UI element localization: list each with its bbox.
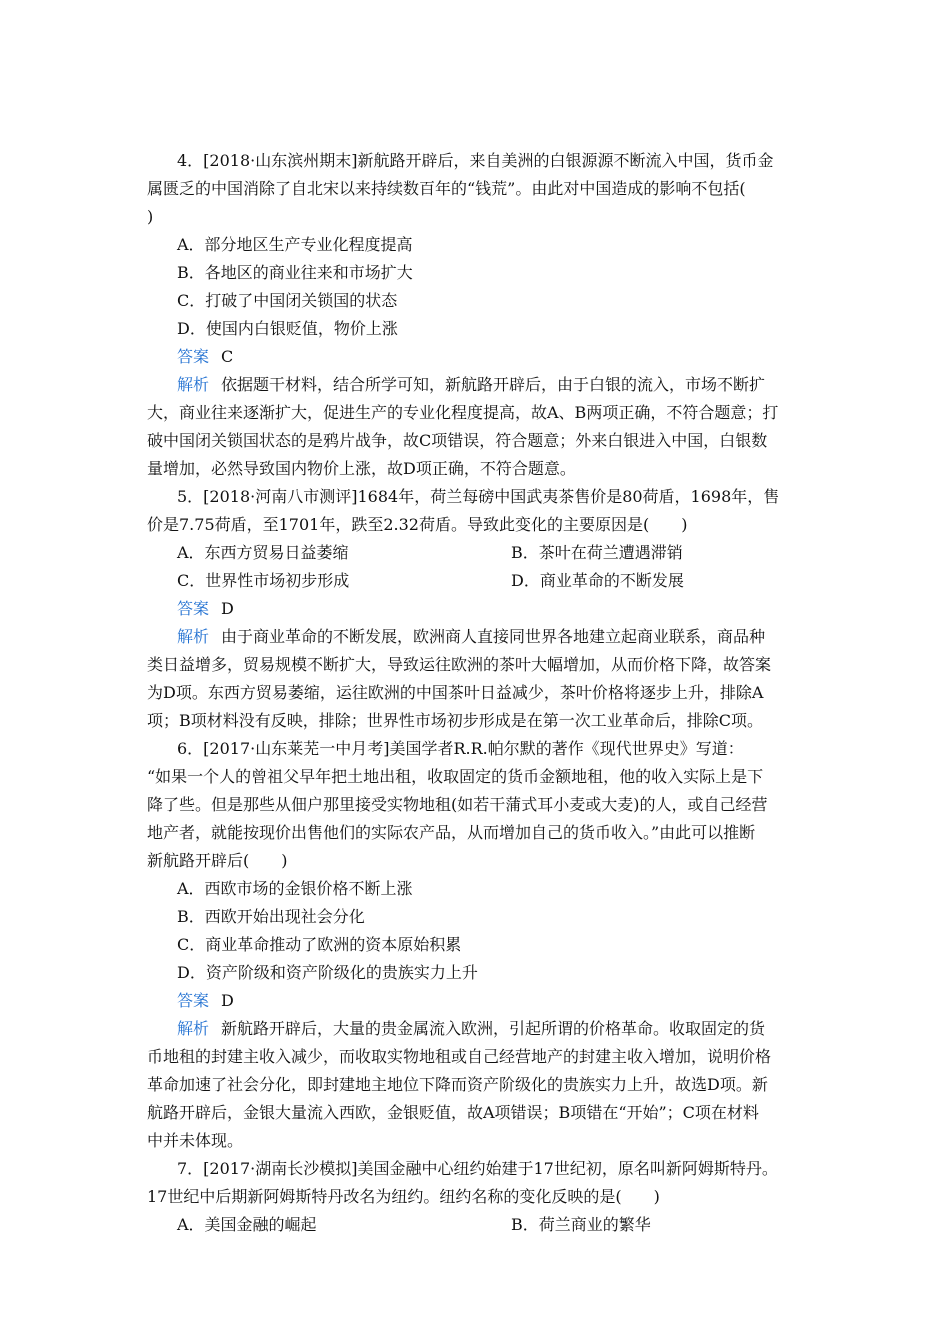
q4-option-c: C．打破了中国闭关锁国的状态: [177, 291, 398, 310]
q4-option-d: D．使国内白银贬值，物价上涨: [177, 319, 398, 338]
q6-analysis-line-3: 革命加速了社会分化，即封建地主地位下降而资产阶级化的贵族实力上升，故选D项。新: [147, 1075, 768, 1094]
q4-analysis-line-4: 量增加，必然导致国内物价上涨，故D项正确，不符合题意。: [147, 459, 576, 478]
q6-option-b: B．西欧开始出现社会分化: [177, 907, 365, 926]
q4-answer: [177, 347, 233, 367]
q6-analysis-line-2: 币地租的封建主收入减少，而收取实物地租或自己经营地产的封建主收入增加，说明价格: [147, 1047, 772, 1066]
q6-analysis-line-1: [177, 1019, 765, 1039]
q4-option-a: A．部分地区生产专业化程度提高: [177, 235, 413, 254]
q4-stem-line-1: 4．[2018·山东滨州期末]新航路开辟后，来自美洲的白银源源不断流入中国，货币金: [177, 151, 774, 170]
q7-stem-line-1: 7．[2017·湖南长沙模拟]美国金融中心纽约始建于17世纪初，原名叫新阿姆斯特丹。: [177, 1159, 778, 1178]
answer-value: D: [221, 599, 234, 618]
answer-label: 答案: [177, 991, 210, 1010]
q6-analysis-line-4: 航路开辟后，金银大量流入西欧，金银贬值，故A项错误；B项错在“开始”；C项在材料: [147, 1103, 759, 1122]
q6-stem-line-1: 6．[2017·山东莱芜一中月考]美国学者R.R.帕尔默的著作《现代世界史》写道：: [177, 739, 744, 758]
q5-analysis-line-3: 为D项。东西方贸易萎缩，运往欧洲的中国茶叶日益减少，茶叶价格将逐步上升，排除A: [147, 683, 764, 702]
q6-option-d: D．资产阶级和资产阶级化的贵族实力上升: [177, 963, 478, 982]
analysis-label: 解析: [177, 375, 210, 394]
q6-option-a: A．西欧市场的金银价格不断上涨: [177, 879, 413, 898]
q5-analysis-line-4: 项；B项材料没有反映，排除；世界性市场初步形成是在第一次工业革命后，排除C项。: [147, 711, 764, 730]
q7-stem-line-2: 17世纪中后期新阿姆斯特丹改名为纽约。纽约名称的变化反映的是( ): [147, 1187, 660, 1206]
q5-analysis-line-2: 类日益增多，贸易规模不断扩大，导致运往欧洲的茶叶大幅增加，从而价格下降，故答案: [147, 655, 772, 674]
q4-stem-line-2: 属匮乏的中国消除了自北宋以来持续数百年的“钱荒”。由此对中国造成的影响不包括(: [147, 179, 746, 198]
q5-stem-line-1: 5．[2018·河南八市测评]1684年，荷兰每磅中国武夷茶售价是80荷盾，1698年，售: [177, 487, 780, 506]
analysis-text: 新航路开辟后，大量的贵金属流入欧洲，引起所谓的价格革命。收取固定的货: [221, 1019, 766, 1038]
q6-stem-line-4: 地产者，就能按现价出售他们的实际农产品，从而增加自己的货币收入。”由此可以推断: [147, 823, 756, 842]
q6-answer: [177, 991, 234, 1011]
analysis-label: 解析: [177, 627, 210, 646]
answer-value: C: [221, 347, 234, 366]
q7-option-a: A．美国金融的崛起: [177, 1215, 317, 1234]
q4-stem-line-3: ): [147, 207, 154, 226]
q7-option-b: B．荷兰商业的繁华: [511, 1215, 651, 1234]
analysis-text: 由于商业革命的不断发展，欧洲商人直接同世界各地建立起商业联系，商品种: [221, 627, 766, 646]
q4-analysis-line-3: 破中国闭关锁国状态的是鸦片战争，故C项错误，符合题意；外来白银进入中国，白银数: [147, 431, 768, 450]
q6-option-c: C．商业革命推动了欧洲的资本原始积累: [177, 935, 462, 954]
q4-analysis-line-2: 大，商业往来逐渐扩大，促进生产的专业化程度提高，故A、B两项正确，不符合题意；打: [147, 403, 779, 422]
q5-option-a: A．东西方贸易日益萎缩: [177, 543, 349, 562]
answer-value: D: [221, 991, 234, 1010]
q5-option-c: C．世界性市场初步形成: [177, 571, 350, 590]
answer-label: 答案: [177, 599, 210, 618]
analysis-text: 依据题干材料，结合所学可知，新航路开辟后，由于白银的流入，市场不断扩: [221, 375, 766, 394]
q6-analysis-line-5: 中并未体现。: [147, 1131, 244, 1150]
answer-label: 答案: [177, 347, 210, 366]
q6-stem-line-3: 降了些。但是那些从佃户那里接受实物地租(如若干蒲式耳小麦或大麦)的人，或自己经营: [147, 795, 768, 814]
q6-stem-line-2: “如果一个人的曾祖父早年把土地出租，收取固定的货币金额地租，他的收入实际上是下: [147, 767, 764, 786]
analysis-label: 解析: [177, 1019, 210, 1038]
q5-stem-line-2: 价是7.75荷盾，至1701年，跌至2.32荷盾。导致此变化的主要原因是( ): [147, 515, 688, 534]
q6-stem-line-5: 新航路开辟后( ): [147, 851, 288, 870]
q4-analysis-line-1: [177, 375, 765, 395]
q5-option-d: D．商业革命的不断发展: [511, 571, 684, 590]
q4-option-b: B．各地区的商业往来和市场扩大: [177, 263, 413, 282]
q5-option-b: B．茶叶在荷兰遭遇滞销: [511, 543, 683, 562]
q5-answer: [177, 599, 234, 619]
q5-analysis-line-1: [177, 627, 765, 647]
